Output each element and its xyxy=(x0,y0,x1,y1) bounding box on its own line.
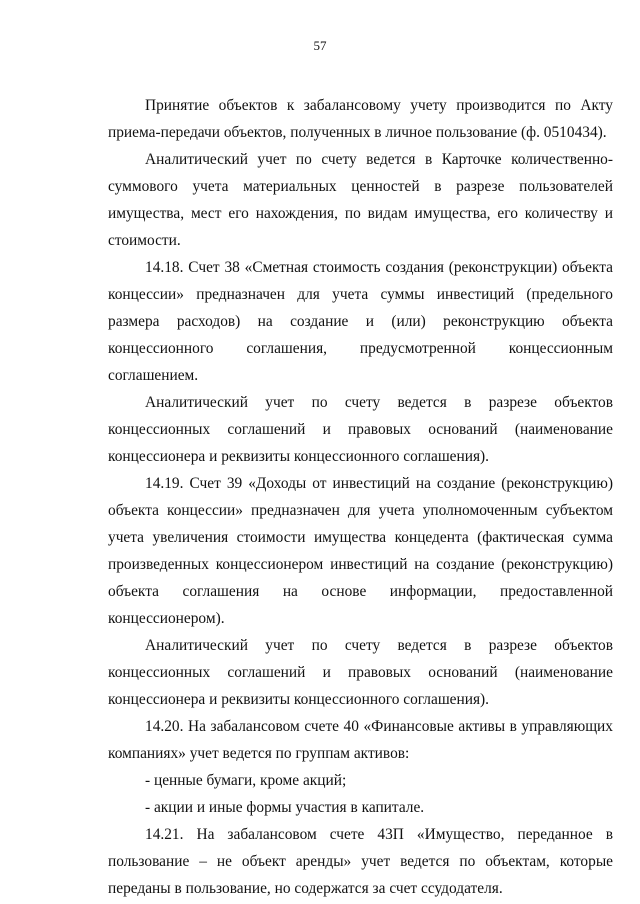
paragraph-acceptance: Принятие объектов к забалансовому учету производится по Акту приема-передачи объектов, полученных в личное пользование (ф. 0510434). xyxy=(108,97,613,141)
paragraph-account-40: 14.20. На забалансовом счете 40 «Финансовые активы в управляющих компаниях» учет ведется по группам активов: xyxy=(108,718,613,762)
paragraph-account-39: 14.19. Счет 39 «Доходы от инвестиций на создание (реконструкцию) объекта концессии» предназначен для учета уполномоченным субъектом учета увеличения стоимости имущества концедента (фактическая сумма произведенных концессионером инвестиций на создание (реконструкцию) объекта соглашения на основе информации, предоставленной концессионером). xyxy=(108,475,613,627)
list-item: - акции и иные формы участия в капитале. xyxy=(145,799,425,816)
list-item: - ценные бумаги, кроме акций; xyxy=(145,772,347,789)
paragraph-account-43p: 14.21. На забалансовом счете 43П «Имущество, переданное в пользование – не объект аренды» учет ведется по объектам, которые переданы в пользование, но содержатся за счет ссудодателя. xyxy=(108,826,613,897)
document-body xyxy=(108,92,613,902)
page-number: 57 xyxy=(313,38,327,53)
paragraph-analytic-39: Аналитический учет по счету ведется в разрезе объектов концессионных соглашений и правовых оснований (наименование концессионера и реквизиты концессионного соглашения). xyxy=(108,637,613,708)
paragraph-account-38: 14.18. Счет 38 «Сметная стоимость создания (реконструкции) объекта концессии» предназначен для учета суммы инвестиций (предельного размера расходов) на создание и (или) реконструкцию объекта концессионного соглашения, предусмотренной концессионным соглашением. xyxy=(108,259,613,384)
paragraph-analytic-38: Аналитический учет по счету ведется в разрезе объектов концессионных соглашений и правовых оснований (наименование концессионера и реквизиты концессионного соглашения). xyxy=(108,394,613,465)
paragraph-analytic-card: Аналитический учет по счету ведется в Карточке количественно-суммового учета материальных ценностей в разрезе пользователей имущества, мест его нахождения, по видам имущества, его количеству и стоимости. xyxy=(108,151,613,249)
